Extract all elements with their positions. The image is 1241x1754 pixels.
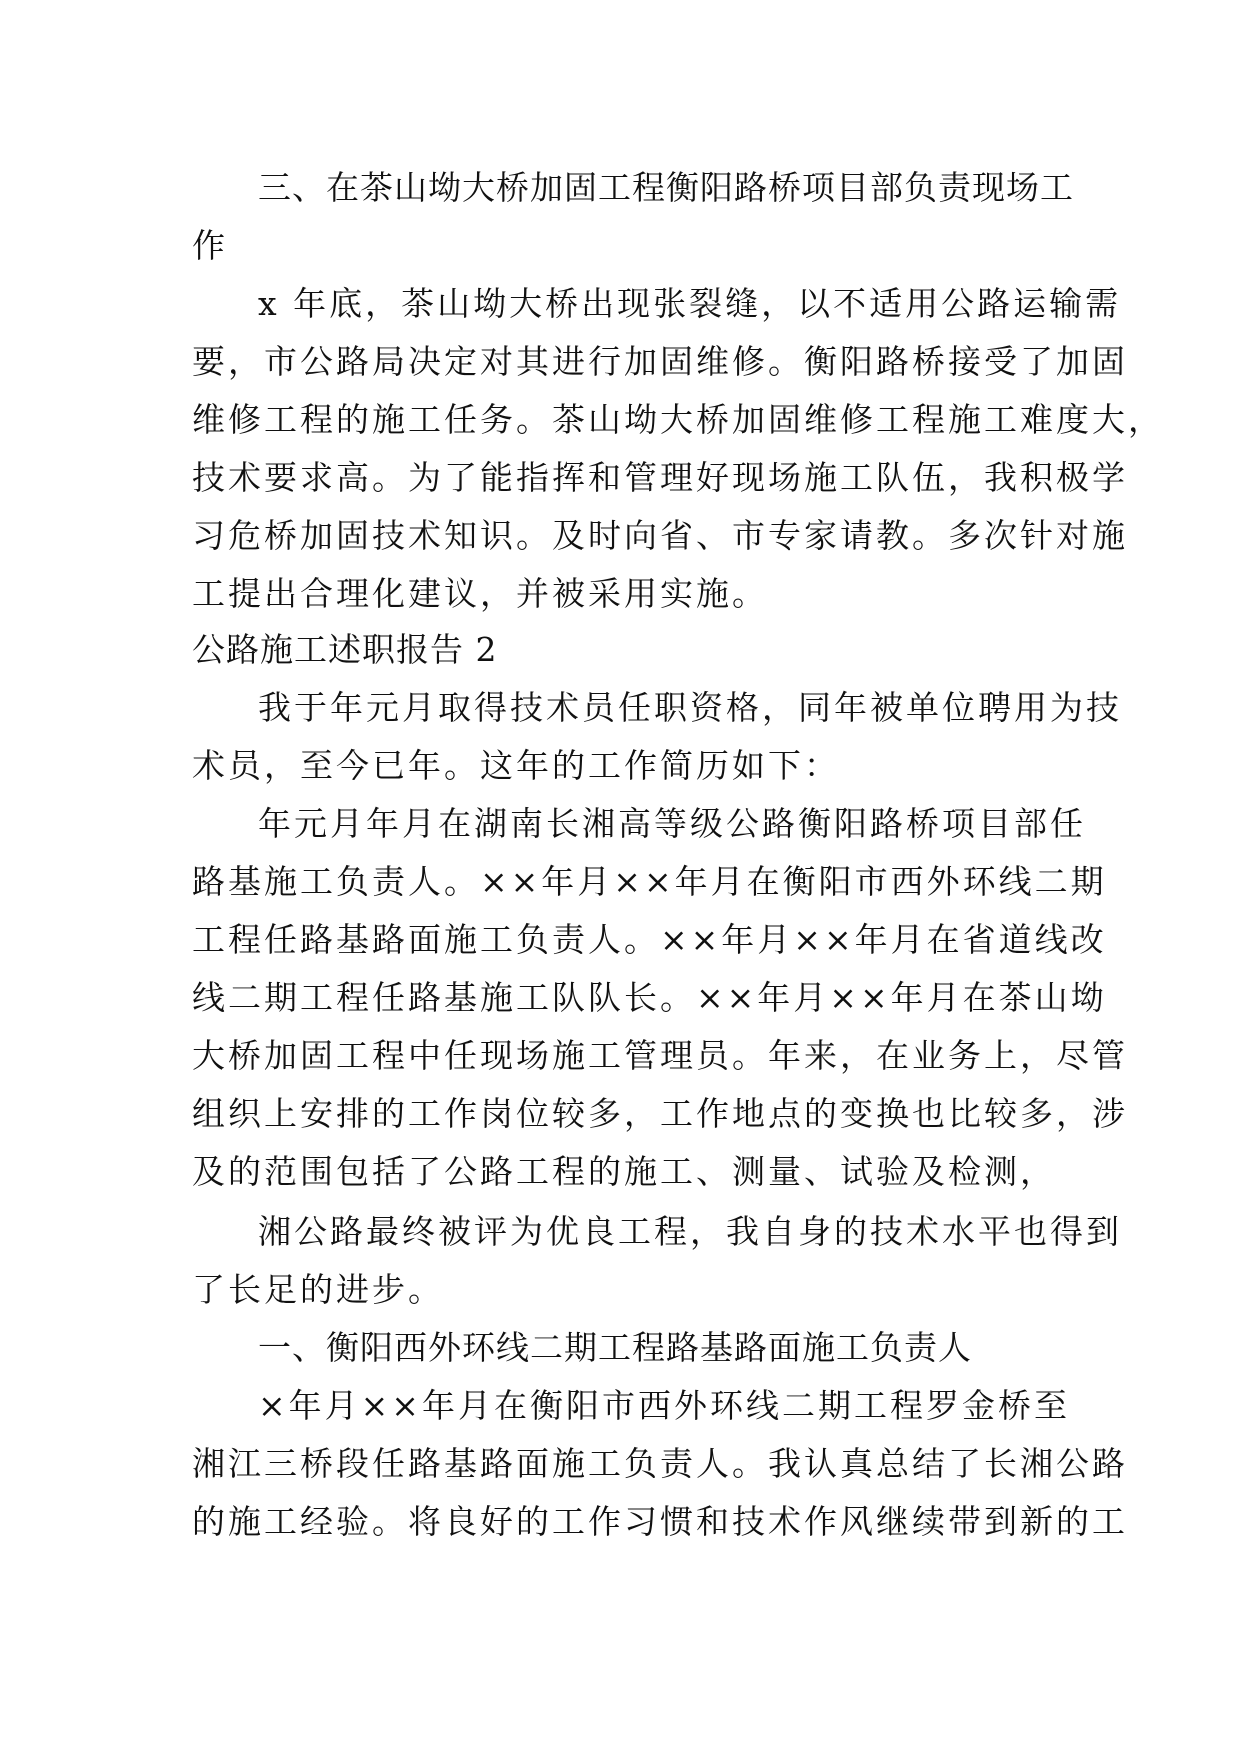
- section3-heading-line-1: 三、在茶山坳大桥加固工程衡阳路桥项目部负责现场工: [258, 168, 1074, 207]
- section3-body-line-3: 维修工程的施工任务。茶山坳大桥加固维修工程施工难度大，: [192, 400, 1164, 439]
- section1-heading: 一、衡阳西外环线二期工程路基路面施工负责人: [258, 1328, 972, 1367]
- history-line-2: 路基施工负责人。××年月××年月在衡阳市西外环线二期: [192, 862, 1107, 901]
- section3-body-line-1: x 年底，茶山坳大桥出现张裂缝，以不适用公路运输需: [258, 284, 1122, 323]
- intro-line-2: 术员，至今已年。这年的工作简历如下：: [192, 746, 840, 785]
- report-title: 公路施工述职报告 2: [192, 630, 498, 669]
- section1-body-line-2: 湘江三桥段任路基路面施工负责人。我认真总结了长湘公路: [192, 1444, 1128, 1483]
- history-line-7: 及的范围包括了公路工程的施工、测量、试验及检测，: [192, 1152, 1056, 1191]
- result-line-1: 湘公路最终被评为优良工程，我自身的技术水平也得到: [258, 1212, 1122, 1251]
- section3-body-line-5: 习危桥加固技术知识。及时向省、市专家请教。多次针对施: [192, 516, 1128, 555]
- section3-body-line-4: 技术要求高。为了能指挥和管理好现场施工队伍，我积极学: [192, 458, 1128, 497]
- history-line-1: 年元月年月在湖南长湘高等级公路衡阳路桥项目部任: [258, 804, 1086, 843]
- section3-body-line-2: 要，市公路局决定对其进行加固维修。衡阳路桥接受了加固: [192, 342, 1128, 381]
- history-line-4: 线二期工程任路基施工队队长。××年月××年月在茶山坳: [192, 978, 1107, 1017]
- history-line-5: 大桥加固工程中任现场施工管理员。年来，在业务上，尽管: [192, 1036, 1128, 1075]
- section3-body-line-6: 工提出合理化建议，并被采用实施。: [192, 574, 768, 613]
- section3-heading-line-2: 作: [192, 226, 228, 265]
- result-line-2: 了长足的进步。: [192, 1270, 444, 1309]
- section1-body-line-3: 的施工经验。将良好的工作习惯和技术作风继续带到新的工: [192, 1502, 1128, 1541]
- history-line-3: 工程任路基路面施工负责人。××年月××年月在省道线改: [192, 920, 1107, 959]
- history-line-6: 组织上安排的工作岗位较多，工作地点的变换也比较多，涉: [192, 1094, 1128, 1133]
- section1-body-line-1: ×年月××年月在衡阳市西外环线二期工程罗金桥至: [258, 1386, 1070, 1425]
- intro-line-1: 我于年元月取得技术员任职资格，同年被单位聘用为技: [258, 688, 1122, 727]
